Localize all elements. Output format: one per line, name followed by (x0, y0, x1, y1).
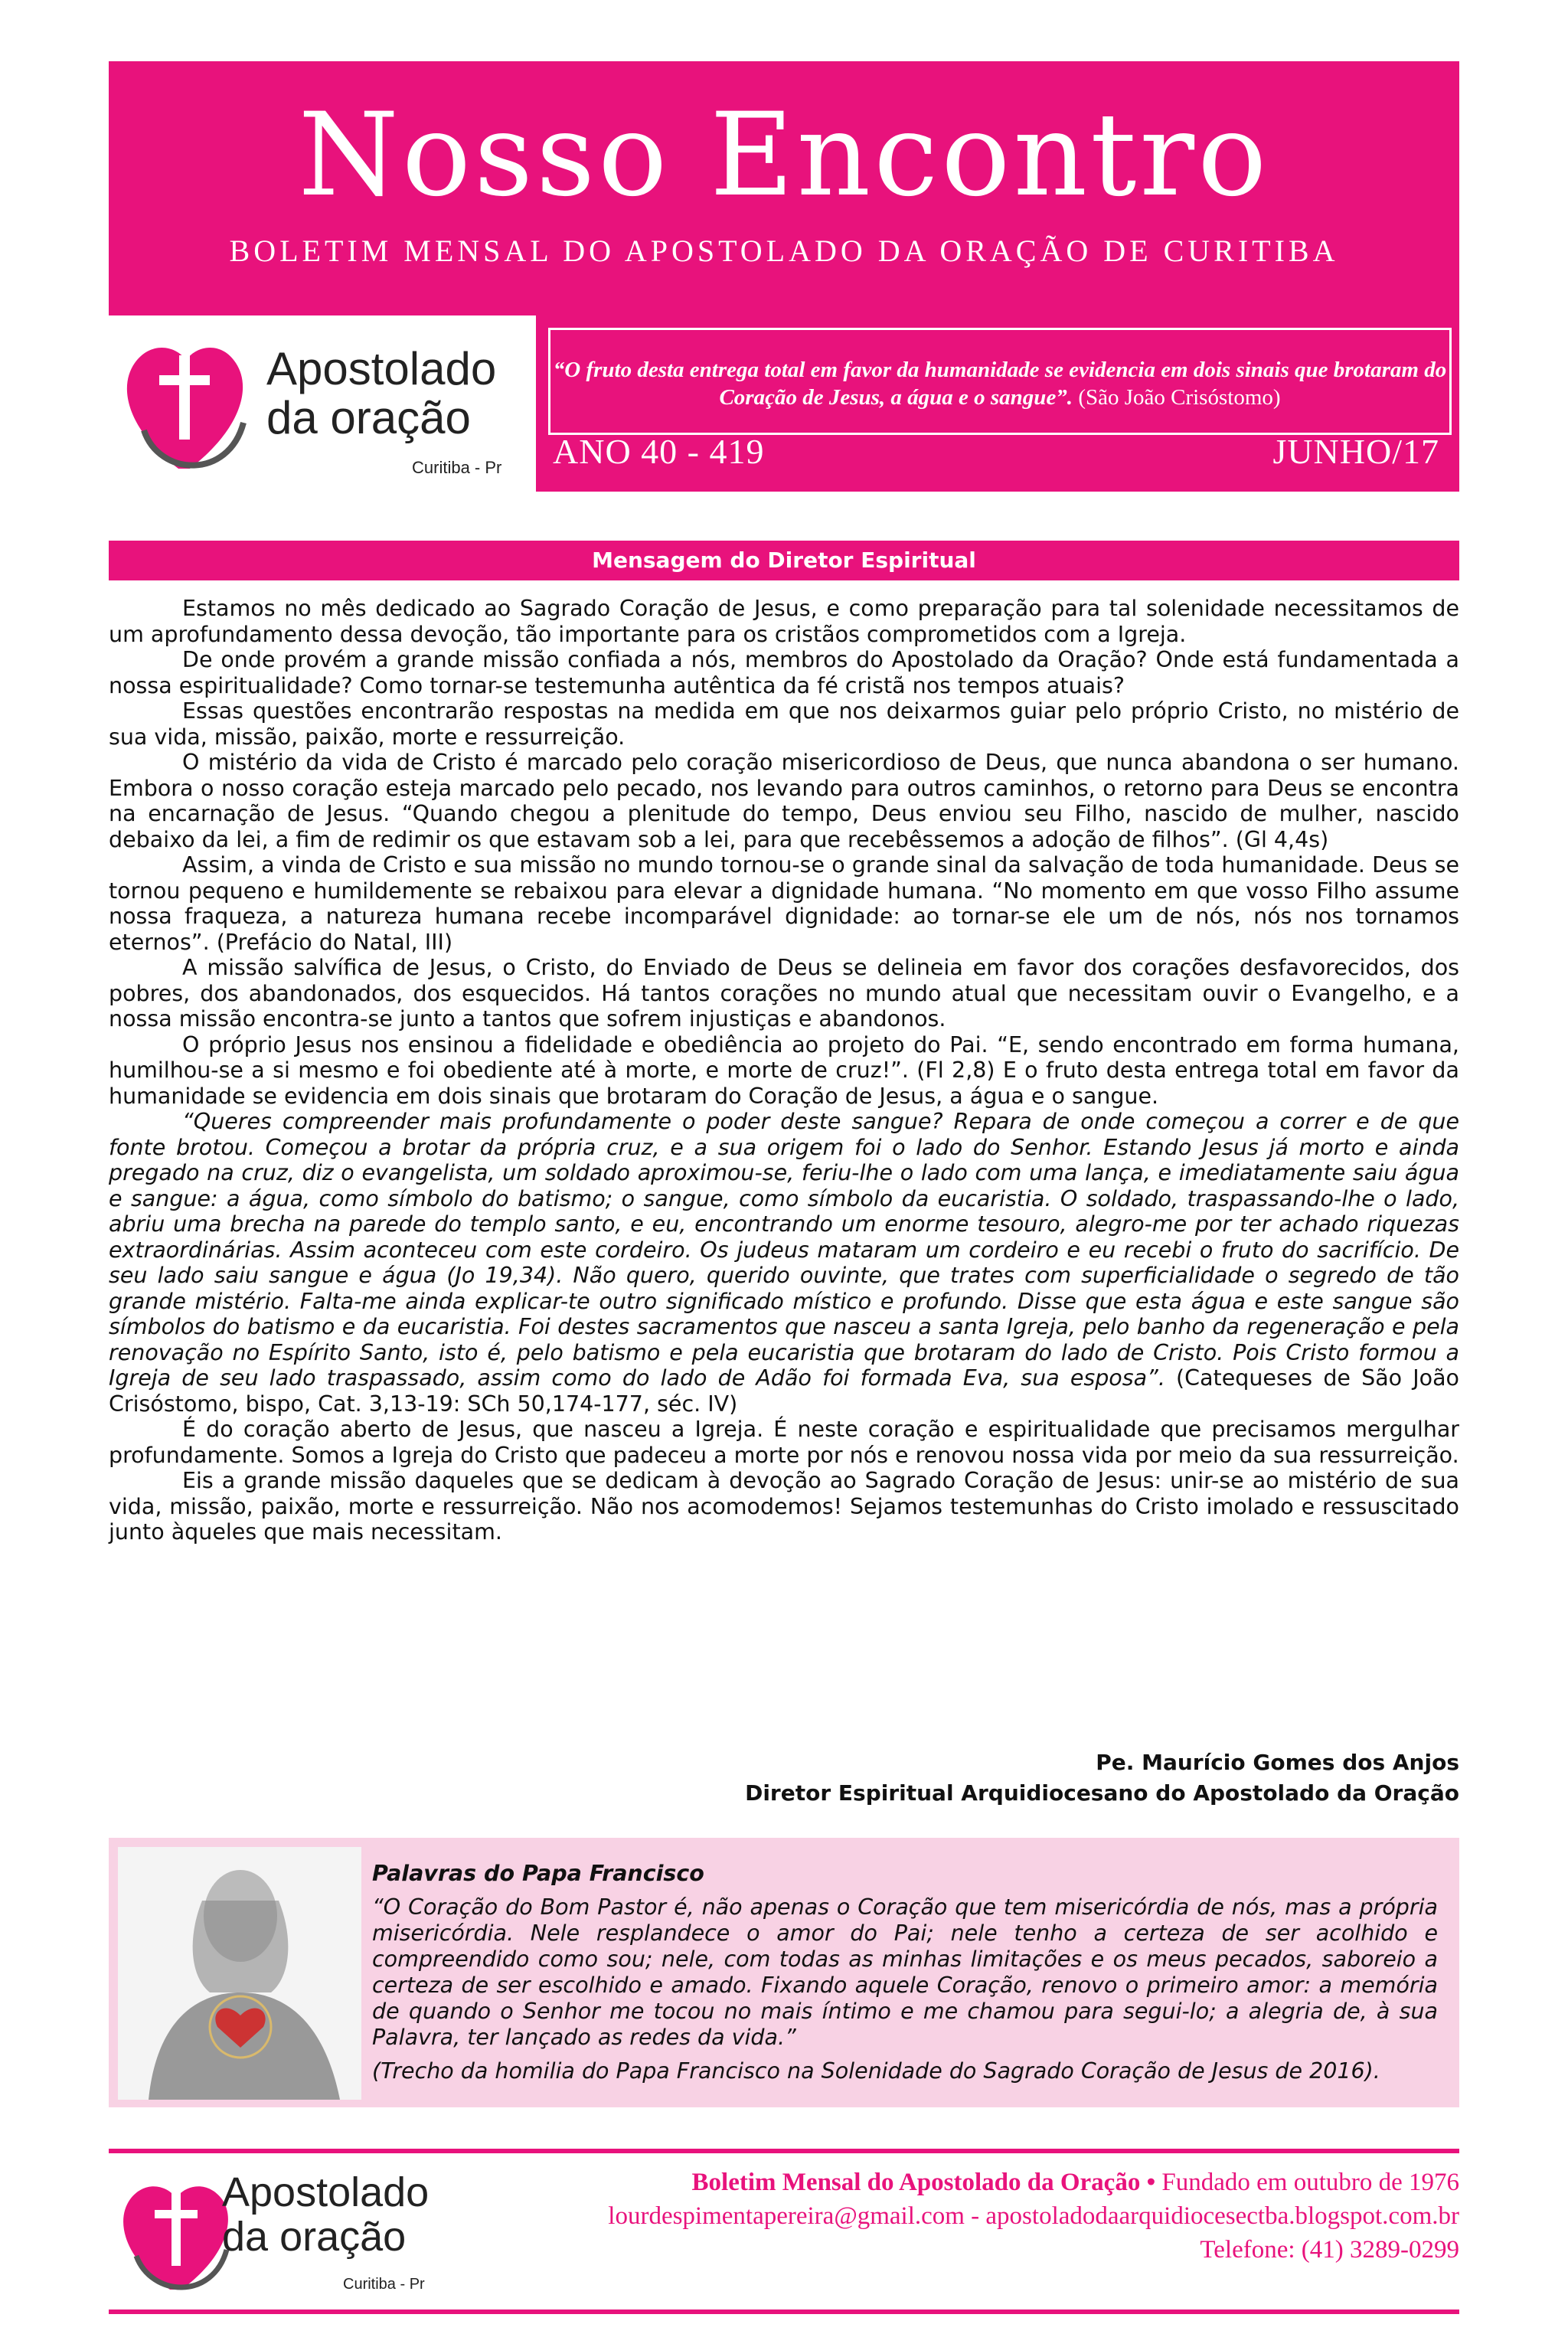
papa-quote: “O Coração do Bom Pastor é, não apenas o Coração que tem misericórdia de nós, mas a própria misericórdia. Nele resplandece o amor do Pai; nele tenho a certeza de ser acolhido e compreendido como sou; nele, com todas as minhas limitações e os meus pecados, saboreio a certeza de ser escolhido e amado. Fixando aquele Coração, renovo o primeiro amor: a memória de quando o Senhor me tocou no mais íntimo e me chamou para segui-lo; a alegria de, à sua Palavra, ter lançado as redes da vida.” (372, 1894, 1438, 2050)
masthead (109, 61, 1459, 315)
footer-logo-line1: Apostolado (222, 2169, 430, 2215)
section-title: Mensagem do Diretor Espiritual (109, 541, 1459, 580)
article-paragraph: Estamos no mês dedicado ao Sagrado Coração de Jesus, e como preparação para tal solenidade necessitamos de um aprofundamento dessa devoção, tão importante para os cristãos comprometidos com a Igreja. (109, 596, 1459, 647)
article-quote-source: (Catequeses de São João Crisóstomo, bispo, Cat. 3,13-19: SCh 50,174-177, séc. IV) (109, 1365, 1459, 1417)
article-paragraph: O próprio Jesus nos ensinou a fidelidade e obediência ao projeto do Pai. “E, sendo encontrado em forma humana, humilhou-se a si mesmo e foi obediente até à morte, e morte de cruz!”. (Fl 2,8) E o fruto desta entrega total em favor da humanidade se evidencia em dois sinais que brotaram do Coração de Jesus, a água e o sangue. (109, 1031, 1459, 1109)
article-quote: “Queres compreender mais profundamente o poder deste sangue? Repara de onde começou a correr e de que fonte brotou. Começou a brotar da própria cruz, e a sua origem foi o lado do Senhor. Estando Jesus já morto e ainda pregado na cruz, diz o evangelista, um soldado aproximou-se, feriu-lhe o lado com uma lança, e imediatamente saiu água e sangue: a água, como símbolo do batismo; o sangue, como símbolo da eucaristia. O soldado, traspassando-lhe o lado, abriu uma brecha na parede do templo santo, e eu, encontrando um enorme tesouro, alegro-me por ter achado riquezas extraordinárias. Assim aconteceu com este cordeiro. Os judeus mataram um cordeiro e eu recebi o fruto do sacrifício. De seu lado saiu sangue e água (Jo 19,34). Não quero, querido ouvinte, que trates com superficialidade o segredo de tão grande mistério. Falta-me ainda explicar-te outro significado místico e profundo. Disse que esta água e este sangue são símbolos do batismo e da eucaristia. Foi destes sacramentos que nasceu a santa Igreja, pelo banho da regeneração e pela renovação no Espírito Santo, isto é, pelo batismo e pela eucaristia que brotaram do lado de Cristo. Pois Cristo formou a Igreja de seu lado traspassado, assim como do lado de Adão foi formada Eva, sua esposa”. (109, 1109, 1459, 1391)
article-paragraph: Eis a grande missão daqueles que se dedicam à devoção ao Sagrado Coração de Jesus: unir-se ao mistério de sua vida, missão, paixão, morte e ressurreição. Não nos acomodemos! Sejamos testemunhas do Cristo imolado e ressuscitado junto àqueles que mais necessitam. (109, 1468, 1459, 1545)
footer-title: Boletim Mensal do Apostolado da Oração • (691, 2169, 1156, 2196)
papa-text (372, 1861, 1438, 2084)
header-quote-text: “O fruto desta entrega total em favor da humanidade se evidencia em dois sinais que brotaram do Coração de Jesus, a água e o sangue”. (553, 358, 1447, 410)
apostolado-logo (113, 315, 528, 492)
logo-line2: da oração (266, 392, 471, 443)
article-paragraph: O mistério da vida de Cristo é marcado pelo coração misericordioso de Deus, que nunca abandona o ser humano. Embora o nosso coração esteja marcado pelo pecado, nos levando para outros caminhos, o retorno para Deus se encontra na encarnação de Jesus. “Quando chegou a plenitude do tempo, Deus enviou seu Filho, nascido de mulher, nascido debaixo da lei, a fim de redimir os que estavam sob a lei, para que recebêssemos a adoção de filhos”. (Gl 4,4s) (109, 750, 1459, 852)
issue-number: ANO 40 - 419 (553, 432, 765, 471)
papa-heading: Palavras do Papa Francisco (372, 1861, 704, 1886)
header-quote-frame (548, 328, 1452, 435)
signature (745, 1747, 1459, 1809)
article-body (109, 596, 1459, 1545)
footer-founded: Fundado em outubro de 1976 (1155, 2169, 1459, 2196)
footer-contacts[interactable]: lourdespimentapereira@gmail.com - apostoladodaarquidiocesectba.blogspot.com.br (608, 2202, 1459, 2230)
footer-logo-line2: da oração (222, 2214, 407, 2260)
logo-place: Curitiba - Pr (412, 458, 502, 477)
issue-month: JUNHO/17 (1272, 432, 1439, 471)
signature-role: Diretor Espiritual Arquidiocesano do Apostolado da Oração (745, 1780, 1459, 1806)
logo-line1: Apostolado (266, 343, 497, 394)
sacred-heart-image (118, 1847, 361, 2100)
header-quote-author: (São João Crisóstomo) (1078, 385, 1281, 410)
article-paragraph: Essas questões encontrarão respostas na medida em que nos deixarmos guiar pelo próprio Cristo, no mistério de sua vida, missão, paixão, morte e ressurreição. (109, 698, 1459, 750)
sacred-heart-illustration-icon (118, 1847, 361, 2100)
article-quote-paragraph (109, 1109, 1459, 1417)
newsletter-subtitle: BOLETIM MENSAL DO APOSTOLADO DA ORAÇÃO DE CURITIBA (229, 234, 1339, 268)
article-paragraph: Assim, a vinda de Cristo e sua missão no mundo tornou-se o grande sinal da salvação de toda humanidade. Deus se tornou pequeno e humildemente se rebaixou para elevar a dignidade humana. “No momento em que vosso Filho assume nossa fraqueza, a natureza humana recebe incomparável dignidade: ao tornar-se ele um de nós, nós nos tornamos eternos”. (Prefácio do Natal, III) (109, 852, 1459, 955)
signature-name: Pe. Maurício Gomes dos Anjos (1096, 1750, 1459, 1775)
article-paragraph: É do coração aberto de Jesus, que nasceu a Igreja. É neste coração e espiritualidade que precisamos mergulhar profundamente. Somos a Igreja do Cristo que padeceu a morte por nós e renovou nossa vida por meio da sua ressurreição. (109, 1417, 1459, 1468)
footer-text (608, 2166, 1459, 2267)
papa-source: (Trecho da homilia do Papa Francisco na Solenidade do Sagrado Coração de Jesus de 2016). (372, 2058, 1380, 2084)
papa-francisco-box (109, 1838, 1459, 2107)
article-paragraph: A missão salvífica de Jesus, o Cristo, do Enviado de Deus se delineia em favor dos corações desfavorecidos, dos pobres, dos abandonados, dos esquecidos. Há tantos corações no mundo atual que necessitam ouvir o Evangelho, e a nossa missão encontra-se junto a tantos que sofrem injustiças e abandonos. (109, 955, 1459, 1031)
footer-divider-top (109, 2149, 1459, 2153)
footer-phone: Telefone: (41) 3289-0299 (1200, 2236, 1459, 2264)
article-paragraph: De onde provém a grande missão confiada a nós, membros do Apostolado da Oração? Onde está fundamentada a nossa espiritualidade? Como tornar-se testemunha autêntica da fé cristã nos tempos atuais? (109, 647, 1459, 698)
footer-divider-bottom (109, 2309, 1459, 2314)
footer-logo (109, 2159, 476, 2305)
newsletter-title: Nosso Encontro (298, 89, 1270, 222)
footer-logo-place: Curitiba - Pr (343, 2276, 425, 2293)
issue-row (536, 425, 1459, 479)
